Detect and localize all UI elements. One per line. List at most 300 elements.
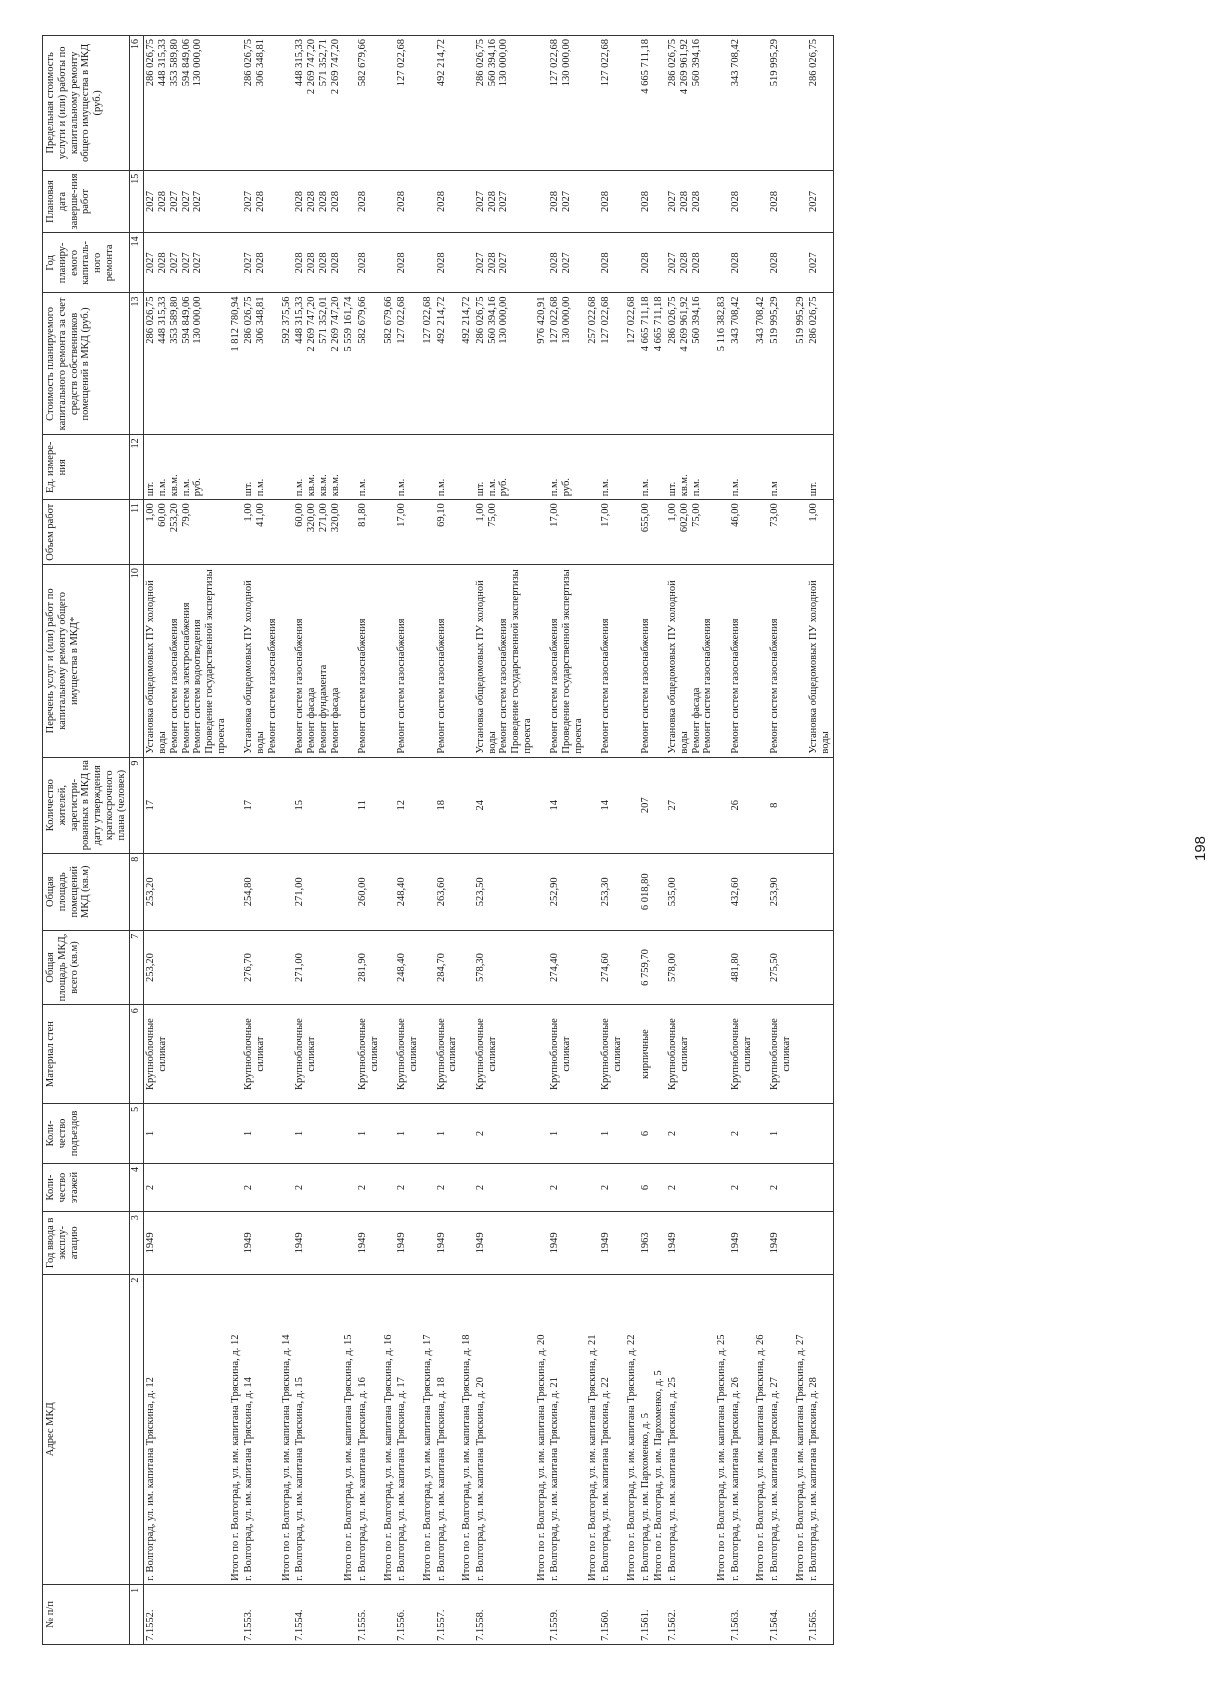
work-volume-line: 81,80 [357,503,368,527]
work-item-line: Проведение государственной экспертизы проекта [510,569,533,754]
work-volume [435,500,461,565]
work-item [729,565,755,757]
residents: 11 [356,757,382,853]
empty-cell [794,500,808,565]
work-cost-line: 594 849,06 [180,296,192,344]
premises-area: 523,50 [474,853,535,930]
work-volume-line: 320,00 [306,503,317,533]
empty-cell [625,853,639,930]
empty-cell [586,1212,600,1275]
empty-cell [421,565,435,757]
work-cost-line: 582 679,66 [357,296,368,344]
work-volume-line: 17,00 [549,503,561,527]
end-date [666,170,715,233]
empty-cell [586,36,600,171]
total-row [229,36,243,1645]
residents: 18 [435,757,461,853]
work-cost-line: 353 589,80 [168,296,180,344]
commission-year: 1949 [395,1212,421,1275]
empty-cell [586,233,600,293]
total-row [460,36,474,1645]
unit-line: кв.м. [317,474,329,497]
work-volume [548,500,585,565]
end-date-line: 2027 [667,191,678,213]
work-volume-line: 320,00 [329,503,341,533]
empty-cell [342,1164,356,1212]
empty-cell [794,233,808,293]
work-volume-line: 271,00 [317,503,329,533]
empty-cell [652,1164,666,1212]
empty-cell [586,930,600,1005]
end-date-line: 2028 [769,191,780,213]
column-number: 3 [130,1212,144,1275]
unit-line: п.м. [690,478,702,497]
row-number: 7.1562. [666,1584,715,1644]
work-item-line: Установка общедомовых ПУ холодной воды [808,580,831,754]
work-item [639,565,653,757]
repair-year-line: 2027 [808,252,820,274]
repair-year [666,233,715,293]
limit-cost [356,36,382,171]
total-area: 276,70 [242,930,279,1005]
work-volume [242,500,279,565]
column-number: 6 [130,1005,144,1104]
empty-cell [280,853,294,930]
empty-cell [382,233,396,293]
work-cost [807,293,833,435]
empty-cell [229,930,243,1005]
work-item-line: Ремонт систем газоснабжения [729,618,741,754]
total-row [794,36,808,1645]
premises-area: 260,00 [356,853,382,930]
page-number: 198 [1192,835,1209,862]
work-volume-line: 1,00 [667,503,678,522]
empty-cell [535,1005,549,1104]
end-date [639,170,653,233]
empty-cell [754,233,768,293]
column-number: 9 [130,757,144,853]
entrances: 1 [435,1103,461,1163]
table-row [395,36,421,1645]
empty-cell [460,233,474,293]
total-row [342,36,356,1645]
floors: 2 [474,1164,535,1212]
empty-cell [229,757,243,853]
residents: 14 [548,757,585,853]
column-header: Стоимость планируемого капитального ремонта за счет средств собственников помещений в МКД (руб.) [43,293,130,435]
table-row [639,36,653,1645]
work-cost-line: 286 026,75 [145,296,157,344]
table-row [293,36,342,1645]
empty-cell [715,565,729,757]
premises-area: 535,00 [666,853,715,930]
end-date [599,170,625,233]
work-cost-line: 2 269 747,20 [306,296,317,352]
work-volume [639,500,653,565]
residents: 14 [599,757,625,853]
empty-cell [794,1103,808,1163]
wall-material: Крупноблочные силикат [548,1005,585,1104]
entrances: 1 [144,1103,229,1163]
repair-year-line: 2027 [145,252,157,274]
work-volume-line: 1,00 [808,503,820,522]
unit [807,435,833,500]
row-number: 7.1565. [807,1584,833,1644]
work-item [548,565,585,757]
repair-year-line: 2027 [561,252,572,274]
empty-cell [652,565,666,757]
unit-line: п.м [769,481,780,497]
unit-line: п.м. [600,478,612,497]
work-cost-line: 2 269 747,20 [329,296,341,352]
end-date-line: 2027 [192,191,204,213]
empty-cell [342,36,356,171]
limit-cost-line: 127 022,68 [600,39,612,87]
table-row [548,36,585,1645]
unit-line: шт. [808,481,820,497]
work-item-line: Ремонт систем газоснабжения [549,618,561,754]
end-date [293,170,342,233]
empty-cell [421,1103,435,1163]
work-volume-line: 75,00 [690,503,702,527]
unit-line: п.м. [180,478,192,497]
unit-line: п.м. [255,478,266,497]
empty-cell [586,853,600,930]
row-number [280,1584,294,1644]
total-cost: 4 665 711,18 [652,293,666,435]
entrances: 2 [474,1103,535,1163]
empty-cell [586,1005,600,1104]
row-number [625,1584,639,1644]
limit-cost-line: 560 394,16 [690,39,702,87]
address: г. Волгоград, ул. им. капитана Тряскина, д. 22 [599,1274,625,1584]
wall-material: Крупноблочные силикат [356,1005,382,1104]
repair-year-line: 2028 [600,252,612,274]
row-number [342,1584,356,1644]
row-number: 7.1556. [395,1584,421,1644]
empty-cell [280,1005,294,1104]
total-row [652,36,666,1645]
repair-year [599,233,625,293]
repair-year [144,233,229,293]
end-date-line: 2028 [357,191,368,213]
empty-cell [715,233,729,293]
premises-area: 252,90 [548,853,585,930]
empty-cell [382,170,396,233]
total-cost: 492 214,72 [460,293,474,435]
total-label: Итого по г. Волгоград, ул. им. капитана Тряскина, д. 27 [794,1274,808,1584]
end-date-line: 2028 [549,191,561,213]
floors: 2 [144,1164,229,1212]
limit-cost [242,36,279,171]
total-label: Итого по г. Волгоград, ул. им. капитана Тряскина, д. 22 [625,1274,639,1584]
end-date-line: 2027 [498,191,510,213]
work-volume-line: 17,00 [600,503,612,527]
floors: 6 [639,1164,653,1212]
residents [807,757,833,853]
empty-cell [382,1164,396,1212]
total-area: 274,40 [548,930,585,1005]
row-number: 7.1552. [144,1584,229,1644]
table-row [599,36,625,1645]
work-item-line: Установка общедомовых ПУ холодной воды [243,580,266,754]
premises-area: 253,30 [599,853,625,930]
address: г. Волгоград, ул. им. капитана Тряскина, д. 20 [474,1274,535,1584]
residents: 8 [768,757,794,853]
empty-cell [535,500,549,565]
unit [768,435,794,500]
row-number: 7.1554. [293,1584,342,1644]
commission-year: 1949 [729,1212,755,1275]
empty-cell [382,500,396,565]
work-cost [639,293,653,435]
work-item [144,565,229,757]
empty-cell [586,1164,600,1212]
row-number [460,1584,474,1644]
unit-line: шт. [474,481,486,497]
unit-line: п.м. [357,478,368,497]
end-date-line: 2027 [561,191,572,213]
repair-year-line: 2028 [357,252,368,274]
repair-year-line: 2027 [667,252,678,274]
row-number: 7.1560. [599,1584,625,1644]
unit-line: кв.м. [168,474,180,497]
entrances: 1 [356,1103,382,1163]
row-number [421,1584,435,1644]
row-number: 7.1561. [639,1584,653,1644]
empty-cell [625,170,639,233]
limit-cost [666,36,715,171]
table-row [356,36,382,1645]
wall-material: Крупноблочные силикат [666,1005,715,1104]
work-volume [144,500,229,565]
empty-cell [794,930,808,1005]
work-volume-line: 60,00 [294,503,306,527]
address: г. Волгоград, ул. им. капитана Тряскина, д. 21 [548,1274,585,1584]
commission-year [807,1212,833,1275]
unit [435,435,461,500]
work-cost-line: 286 026,75 [667,296,678,344]
repair-year [729,233,755,293]
unit-line: кв.м. [329,474,341,497]
end-date-line: 2028 [396,191,408,213]
residents: 24 [474,757,535,853]
entrances: 1 [293,1103,342,1163]
empty-cell [715,170,729,233]
empty-cell [460,930,474,1005]
total-area: 274,60 [599,930,625,1005]
limit-cost-line: 286 026,75 [243,39,255,87]
end-date-line: 2028 [435,191,447,213]
repair-year [395,233,421,293]
limit-cost-line: 448 315,33 [157,39,168,87]
unit-line: п.м. [486,478,498,497]
repair-year-line: 2028 [329,252,341,274]
end-date-line: 2028 [329,191,341,213]
limit-cost-line: 130 000,00 [561,39,572,87]
limit-cost-line: 492 214,72 [435,39,447,87]
address: г. Волгоград, ул. им. капитана Тряскина, д. 17 [395,1274,421,1584]
work-item-line: Ремонт систем газоснабжения [498,618,510,754]
empty-cell [715,1212,729,1275]
repair-year-line: 2028 [549,252,561,274]
empty-cell [625,1103,639,1163]
limit-cost-line: 448 315,33 [294,39,306,87]
empty-cell [421,435,435,500]
empty-cell [652,36,666,171]
total-area: 6 759,70 [639,930,653,1005]
empty-cell [342,170,356,233]
empty-cell [229,565,243,757]
end-date [807,170,833,233]
empty-cell [342,565,356,757]
end-date-line: 2027 [243,191,255,213]
work-cost-line: 343 708,42 [729,296,741,344]
empty-cell [382,1212,396,1275]
work-volume-line: 1,00 [243,503,255,522]
empty-cell [280,1212,294,1275]
premises-area: 248,40 [395,853,421,930]
empty-cell [460,757,474,853]
repair-year-line: 2028 [769,252,780,274]
repair-year [242,233,279,293]
work-item-line: Проведение государственной экспертизы проекта [561,569,584,754]
unit-line: п.м. [294,478,306,497]
entrances: 1 [548,1103,585,1163]
wall-material: Крупноблочные силикат [599,1005,625,1104]
work-cost [356,293,382,435]
empty-cell [625,565,639,757]
work-cost [435,293,461,435]
total-cost: 582 679,66 [382,293,396,435]
wall-material: Крупноблочные силикат [293,1005,342,1104]
limit-cost-line: 286 026,75 [667,39,678,87]
limit-cost-line: 4 269 961,92 [678,39,690,95]
repair-year-line: 2028 [435,252,447,274]
repair-year [639,233,653,293]
empty-cell [625,1164,639,1212]
column-header: Количество жителей, зарегистри-рованных в МКД на дату утверждения краткосрочного плана (человек) [43,757,130,853]
limit-cost-line: 286 026,75 [145,39,157,87]
repair-year-line: 2027 [168,252,180,274]
empty-cell [754,1005,768,1104]
limit-cost [474,36,535,171]
row-number: 7.1559. [548,1584,585,1644]
unit [599,435,625,500]
floors: 2 [293,1164,342,1212]
wall-material: Крупноблочные силикат [729,1005,755,1104]
end-date-line: 2028 [639,191,651,213]
end-date-line: 2028 [306,191,317,213]
column-number: 13 [130,293,144,435]
work-cost-line: 130 000,00 [192,296,204,344]
premises-area: 263,60 [435,853,461,930]
end-date-line: 2028 [678,191,690,213]
unit [474,435,535,500]
floors [807,1164,833,1212]
empty-cell [382,435,396,500]
empty-cell [280,435,294,500]
total-label: Итого по г. Волгоград, ул. им. капитана Тряскина, д. 17 [421,1274,435,1584]
commission-year: 1949 [768,1212,794,1275]
address: г. Волгоград, ул. им. капитана Тряскина, д. 28 [807,1274,833,1584]
empty-cell [586,435,600,500]
empty-cell [535,1164,549,1212]
column-header: Плановая дата заверше-ния работ [43,170,130,233]
column-number-row [130,36,144,1645]
commission-year: 1949 [435,1212,461,1275]
empty-cell [382,853,396,930]
work-item-line: Ремонт фундамента [317,664,329,754]
empty-cell [715,500,729,565]
premises-area: 432,60 [729,853,755,930]
unit [293,435,342,500]
empty-cell [754,500,768,565]
empty-cell [460,1212,474,1275]
row-number [382,1584,396,1644]
limit-cost-line: 343 708,42 [729,39,741,87]
limit-cost-line: 130 000,00 [192,39,204,87]
work-cost-line: 127 022,68 [549,296,561,344]
work-cost [242,293,279,435]
floors: 2 [666,1164,715,1212]
end-date-line: 2027 [168,191,180,213]
work-cost-line: 4 269 961,92 [678,296,690,352]
total-area: 578,30 [474,930,535,1005]
unit [729,435,755,500]
limit-cost-line: 286 026,75 [808,39,820,87]
unit-line: п.м. [396,478,408,497]
table-row [144,36,229,1645]
repair-year-line: 2028 [294,252,306,274]
limit-cost-line: 582 679,66 [357,39,368,87]
row-number [535,1584,549,1644]
total-area: 253,20 [144,930,229,1005]
work-cost [729,293,755,435]
repair-year-line: 2028 [157,252,168,274]
empty-cell [229,1164,243,1212]
empty-cell [652,930,666,1005]
empty-cell [715,930,729,1005]
table-row [435,36,461,1645]
unit [356,435,382,500]
repair-year-line: 2028 [317,252,329,274]
premises-area: 254,80 [242,853,279,930]
end-date-line: 2028 [729,191,741,213]
end-date-line: 2027 [474,191,486,213]
floors: 2 [435,1164,461,1212]
empty-cell [625,1005,639,1104]
empty-cell [715,435,729,500]
column-number: 7 [130,930,144,1005]
address: г. Волгоград, ул. им. капитана Тряскина, д. 25 [666,1274,715,1584]
empty-cell [535,1103,549,1163]
column-number: 15 [130,170,144,233]
end-date-line: 2027 [808,191,820,213]
total-cost: 1 812 780,94 [229,293,243,435]
work-volume-line: 79,00 [180,503,192,527]
limit-cost [768,36,794,171]
empty-cell [754,565,768,757]
empty-cell [280,233,294,293]
work-item [599,565,625,757]
work-item [435,565,461,757]
limit-cost [435,36,461,171]
empty-cell [535,36,549,171]
row-number [229,1584,243,1644]
work-item-line: Ремонт систем газоснабжения [266,618,278,754]
limit-cost-line: 594 849,06 [180,39,192,87]
